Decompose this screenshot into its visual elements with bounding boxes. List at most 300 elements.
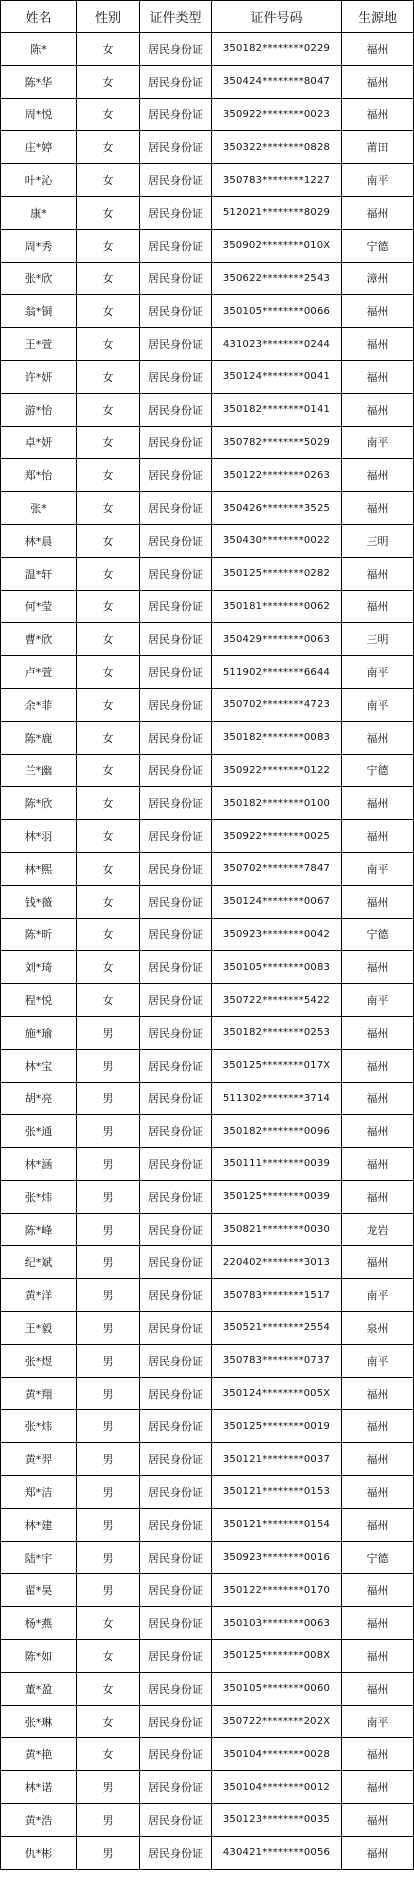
cell-origin: 漳州 [342,262,414,295]
cell-id-number: 350182********0083 [212,721,342,754]
table-body [1,33,414,1870]
cell-origin: 福州 [342,1082,414,1115]
table-row [1,492,414,525]
cell-id-number: 350622********2543 [212,262,342,295]
table-row [1,1115,414,1148]
cell-origin: 福州 [342,360,414,393]
table-row [1,1148,414,1181]
cell-name: 翁*铜 [1,295,77,328]
cell-id-type: 居民身份证 [140,1705,212,1738]
cell-origin: 南平 [342,984,414,1017]
cell-origin: 福州 [342,1180,414,1213]
cell-gender: 女 [77,393,140,426]
cell-origin: 三明 [342,623,414,656]
cell-gender: 男 [77,1049,140,1082]
cell-origin: 南平 [342,688,414,721]
table-row [1,98,414,131]
cell-name: 陈*华 [1,65,77,98]
cell-id-number: 350125********0282 [212,557,342,590]
header-id-number: 证件号码 [212,1,342,33]
cell-origin: 南平 [342,1344,414,1377]
table-row [1,393,414,426]
cell-id-number: 350181********0062 [212,590,342,623]
cell-id-type: 居民身份证 [140,1836,212,1869]
cell-gender: 男 [77,1082,140,1115]
cell-id-type: 居民身份证 [140,1771,212,1804]
table-row [1,656,414,689]
cell-origin: 福州 [342,1672,414,1705]
cell-gender: 男 [77,1771,140,1804]
cell-id-type: 居民身份证 [140,918,212,951]
cell-id-number: 350105********0083 [212,951,342,984]
cell-name: 张*欣 [1,262,77,295]
table-row [1,1016,414,1049]
cell-name: 张*通 [1,1115,77,1148]
cell-id-type: 居民身份证 [140,65,212,98]
cell-origin: 福州 [342,885,414,918]
table-row [1,1246,414,1279]
cell-origin: 福州 [342,295,414,328]
cell-id-type: 居民身份证 [140,590,212,623]
cell-gender: 女 [77,524,140,557]
table-row [1,229,414,262]
cell-name: 余*菲 [1,688,77,721]
cell-gender: 女 [77,623,140,656]
cell-origin: 福州 [342,1836,414,1869]
cell-id-type: 居民身份证 [140,1541,212,1574]
cell-id-type: 居民身份证 [140,1115,212,1148]
cell-id-type: 居民身份证 [140,1148,212,1181]
cell-id-type: 居民身份证 [140,98,212,131]
cell-origin: 福州 [342,787,414,820]
cell-origin: 福州 [342,557,414,590]
cell-gender: 男 [77,1148,140,1181]
cell-origin: 福州 [342,33,414,66]
cell-gender: 女 [77,295,140,328]
cell-name: 卓*妍 [1,426,77,459]
cell-id-number: 350122********0170 [212,1574,342,1607]
cell-origin: 福州 [342,1738,414,1771]
table-row [1,1574,414,1607]
cell-name: 兰*幽 [1,754,77,787]
table-row [1,984,414,1017]
cell-origin: 三明 [342,524,414,557]
cell-id-number: 512021********8029 [212,196,342,229]
cell-gender: 女 [77,229,140,262]
cell-gender: 男 [77,1508,140,1541]
cell-id-number: 431023********0244 [212,328,342,361]
cell-origin: 福州 [342,1574,414,1607]
cell-name: 林*诺 [1,1771,77,1804]
cell-origin: 福州 [342,1377,414,1410]
cell-name: 董*盈 [1,1672,77,1705]
header-id-type: 证件类型 [140,1,212,33]
cell-id-number: 350103********0063 [212,1607,342,1640]
cell-id-number: 350182********0096 [212,1115,342,1148]
cell-id-type: 居民身份证 [140,688,212,721]
cell-gender: 女 [77,131,140,164]
cell-id-number: 350429********0063 [212,623,342,656]
cell-id-type: 居民身份证 [140,360,212,393]
cell-id-type: 居民身份证 [140,164,212,197]
cell-id-number: 350104********0028 [212,1738,342,1771]
cell-name: 许*妍 [1,360,77,393]
cell-id-type: 居民身份证 [140,328,212,361]
table-row [1,1344,414,1377]
cell-name: 张*琳 [1,1705,77,1738]
cell-id-number: 350124********0067 [212,885,342,918]
table-row [1,852,414,885]
cell-name: 王*毅 [1,1312,77,1345]
table-row [1,918,414,951]
cell-id-type: 居民身份证 [140,1213,212,1246]
table-row [1,1738,414,1771]
cell-id-type: 居民身份证 [140,229,212,262]
cell-gender: 男 [77,1279,140,1312]
cell-name: 施*瑜 [1,1016,77,1049]
cell-name: 钱*薇 [1,885,77,918]
cell-id-number: 350424********8047 [212,65,342,98]
cell-gender: 男 [77,1476,140,1509]
table-row [1,1672,414,1705]
cell-id-number: 350902********010X [212,229,342,262]
cell-id-number: 350105********0066 [212,295,342,328]
cell-gender: 女 [77,492,140,525]
cell-name: 郑*怡 [1,459,77,492]
cell-origin: 福州 [342,393,414,426]
cell-id-number: 350782********5029 [212,426,342,459]
cell-origin: 福州 [342,1016,414,1049]
table-row [1,196,414,229]
cell-gender: 女 [77,262,140,295]
cell-id-type: 居民身份证 [140,1738,212,1771]
table-row [1,688,414,721]
cell-origin: 福州 [342,721,414,754]
cell-id-number: 350923********0016 [212,1541,342,1574]
cell-id-number: 350922********0023 [212,98,342,131]
cell-gender: 男 [77,1213,140,1246]
cell-gender: 男 [77,1410,140,1443]
cell-gender: 女 [77,426,140,459]
table-row [1,1443,414,1476]
cell-id-type: 居民身份证 [140,1640,212,1673]
table-row [1,820,414,853]
cell-id-number: 350821********0030 [212,1213,342,1246]
cell-gender: 女 [77,459,140,492]
cell-id-type: 居民身份证 [140,820,212,853]
cell-id-type: 居民身份证 [140,984,212,1017]
cell-id-type: 居民身份证 [140,623,212,656]
cell-id-number: 350124********0041 [212,360,342,393]
cell-id-type: 居民身份证 [140,1377,212,1410]
cell-name: 林*羽 [1,820,77,853]
cell-id-type: 居民身份证 [140,656,212,689]
cell-gender: 女 [77,951,140,984]
cell-gender: 男 [77,1016,140,1049]
cell-name: 陈*欣 [1,787,77,820]
cell-name: 叶*沁 [1,164,77,197]
table-row [1,754,414,787]
header-origin: 生源地 [342,1,414,33]
cell-name: 王*萱 [1,328,77,361]
cell-name: 黄*洋 [1,1279,77,1312]
cell-id-number: 350125********0019 [212,1410,342,1443]
cell-origin: 福州 [342,1508,414,1541]
cell-name: 张*煜 [1,1344,77,1377]
cell-id-type: 居民身份证 [140,1672,212,1705]
table-row [1,951,414,984]
cell-name: 张*炜 [1,1410,77,1443]
cell-name: 何*莹 [1,590,77,623]
cell-id-type: 居民身份证 [140,1246,212,1279]
cell-gender: 女 [77,590,140,623]
cell-id-number: 350783********1227 [212,164,342,197]
cell-gender: 女 [77,1705,140,1738]
cell-origin: 宁德 [342,1541,414,1574]
table-row [1,1804,414,1837]
table-row [1,1640,414,1673]
cell-id-type: 居民身份证 [140,131,212,164]
cell-id-type: 居民身份证 [140,459,212,492]
cell-id-type: 居民身份证 [140,1443,212,1476]
table-row [1,1705,414,1738]
table-row [1,1410,414,1443]
cell-id-number: 350922********0122 [212,754,342,787]
header-row [1,1,414,33]
cell-name: 陈*鹿 [1,721,77,754]
table-row [1,524,414,557]
cell-id-number: 350105********0060 [212,1672,342,1705]
cell-gender: 女 [77,754,140,787]
cell-origin: 福州 [342,1246,414,1279]
cell-origin: 福州 [342,1049,414,1082]
cell-id-type: 居民身份证 [140,1607,212,1640]
cell-name: 曹*欣 [1,623,77,656]
cell-gender: 男 [77,1443,140,1476]
cell-gender: 男 [77,1344,140,1377]
table-header [1,1,414,33]
cell-origin: 南平 [342,1705,414,1738]
cell-gender: 男 [77,1377,140,1410]
cell-origin: 福州 [342,1804,414,1837]
cell-id-number: 350521********2554 [212,1312,342,1345]
cell-id-type: 居民身份证 [140,1410,212,1443]
cell-gender: 男 [77,1246,140,1279]
cell-id-type: 居民身份证 [140,1180,212,1213]
table-row [1,328,414,361]
cell-id-type: 居民身份证 [140,787,212,820]
cell-origin: 南平 [342,656,414,689]
cell-id-number: 511902********6644 [212,656,342,689]
cell-origin: 福州 [342,1410,414,1443]
cell-origin: 宁德 [342,918,414,951]
cell-name: 游*怡 [1,393,77,426]
cell-gender: 女 [77,33,140,66]
cell-id-number: 350182********0100 [212,787,342,820]
cell-name: 胡*亮 [1,1082,77,1115]
cell-name: 林*涵 [1,1148,77,1181]
table-row [1,1607,414,1640]
cell-gender: 女 [77,787,140,820]
cell-name: 仇*彬 [1,1836,77,1869]
cell-id-type: 居民身份证 [140,1508,212,1541]
cell-id-type: 居民身份证 [140,1476,212,1509]
cell-id-number: 350122********0263 [212,459,342,492]
cell-id-number: 430421********0056 [212,1836,342,1869]
table-row [1,131,414,164]
cell-name: 黄*翔 [1,1377,77,1410]
cell-gender: 男 [77,1115,140,1148]
cell-gender: 女 [77,656,140,689]
cell-id-number: 350104********0012 [212,1771,342,1804]
cell-id-type: 居民身份证 [140,492,212,525]
cell-id-type: 居民身份证 [140,721,212,754]
cell-origin: 福州 [342,1115,414,1148]
cell-origin: 福州 [342,590,414,623]
cell-name: 陈*如 [1,1640,77,1673]
cell-id-type: 居民身份证 [140,295,212,328]
cell-id-type: 居民身份证 [140,1049,212,1082]
cell-id-number: 350182********0229 [212,33,342,66]
cell-id-type: 居民身份证 [140,557,212,590]
table-row [1,721,414,754]
cell-gender: 女 [77,918,140,951]
cell-name: 卢*萱 [1,656,77,689]
table-row [1,262,414,295]
cell-origin: 龙岩 [342,1213,414,1246]
table-row [1,295,414,328]
cell-origin: 福州 [342,328,414,361]
cell-origin: 泉州 [342,1312,414,1345]
cell-id-number: 511302********3714 [212,1082,342,1115]
table-row [1,1476,414,1509]
cell-name: 刘*琦 [1,951,77,984]
cell-id-type: 居民身份证 [140,885,212,918]
cell-id-number: 350125********017X [212,1049,342,1082]
cell-id-number: 350125********008X [212,1640,342,1673]
cell-id-number: 350923********0042 [212,918,342,951]
cell-id-number: 350124********005X [212,1377,342,1410]
cell-id-number: 350125********0039 [212,1180,342,1213]
cell-name: 程*悦 [1,984,77,1017]
cell-name: 林*晨 [1,524,77,557]
cell-origin: 南平 [342,1279,414,1312]
cell-gender: 男 [77,1836,140,1869]
table-row [1,1082,414,1115]
cell-gender: 女 [77,164,140,197]
cell-gender: 女 [77,328,140,361]
cell-name: 周*秀 [1,229,77,262]
cell-id-number: 220402********3013 [212,1246,342,1279]
cell-origin: 福州 [342,820,414,853]
cell-id-number: 350182********0141 [212,393,342,426]
cell-gender: 女 [77,852,140,885]
cell-origin: 福州 [342,1771,414,1804]
cell-name: 陆*宇 [1,1541,77,1574]
cell-origin: 宁德 [342,754,414,787]
cell-name: 周*悦 [1,98,77,131]
cell-name: 林*熙 [1,852,77,885]
cell-id-type: 居民身份证 [140,1312,212,1345]
cell-id-type: 居民身份证 [140,393,212,426]
cell-gender: 女 [77,65,140,98]
table-row [1,787,414,820]
cell-origin: 南平 [342,164,414,197]
cell-id-type: 居民身份证 [140,1016,212,1049]
cell-gender: 女 [77,196,140,229]
cell-name: 黄*艳 [1,1738,77,1771]
cell-id-type: 居民身份证 [140,1082,212,1115]
table-row [1,164,414,197]
cell-name: 张*炜 [1,1180,77,1213]
table-row [1,557,414,590]
cell-name: 杨*燕 [1,1607,77,1640]
cell-name: 陈*昕 [1,918,77,951]
table-row [1,885,414,918]
cell-gender: 男 [77,1574,140,1607]
cell-gender: 男 [77,1180,140,1213]
cell-id-type: 居民身份证 [140,1279,212,1312]
cell-gender: 男 [77,1312,140,1345]
cell-name: 温*轩 [1,557,77,590]
cell-gender: 女 [77,1607,140,1640]
cell-id-type: 居民身份证 [140,754,212,787]
table-row [1,1541,414,1574]
cell-name: 林*宝 [1,1049,77,1082]
cell-id-type: 居民身份证 [140,262,212,295]
cell-name: 康* [1,196,77,229]
cell-origin: 福州 [342,1476,414,1509]
cell-id-number: 350722********5422 [212,984,342,1017]
cell-id-number: 350121********0154 [212,1508,342,1541]
cell-name: 翟*昊 [1,1574,77,1607]
cell-id-number: 350121********0153 [212,1476,342,1509]
table-row [1,65,414,98]
cell-name: 庄*婷 [1,131,77,164]
table-row [1,459,414,492]
cell-origin: 福州 [342,1640,414,1673]
cell-id-type: 居民身份证 [140,524,212,557]
cell-id-number: 350430********0022 [212,524,342,557]
cell-origin: 福州 [342,98,414,131]
cell-id-number: 350182********0253 [212,1016,342,1049]
table-row [1,1213,414,1246]
cell-origin: 南平 [342,852,414,885]
cell-name: 纪*斌 [1,1246,77,1279]
table-row [1,1508,414,1541]
table-row [1,590,414,623]
cell-gender: 女 [77,557,140,590]
cell-id-number: 350702********7847 [212,852,342,885]
table-row [1,33,414,66]
cell-gender: 男 [77,1804,140,1837]
cell-gender: 女 [77,98,140,131]
cell-name: 黄*浩 [1,1804,77,1837]
cell-name: 林*建 [1,1508,77,1541]
cell-id-number: 350783********1517 [212,1279,342,1312]
cell-origin: 福州 [342,196,414,229]
cell-gender: 女 [77,820,140,853]
cell-id-number: 350922********0025 [212,820,342,853]
cell-id-type: 居民身份证 [140,1574,212,1607]
cell-name: 黄*羿 [1,1443,77,1476]
cell-gender: 女 [77,688,140,721]
cell-origin: 福州 [342,65,414,98]
cell-name: 郑*洁 [1,1476,77,1509]
cell-gender: 女 [77,1672,140,1705]
cell-id-type: 居民身份证 [140,1804,212,1837]
cell-id-type: 居民身份证 [140,196,212,229]
